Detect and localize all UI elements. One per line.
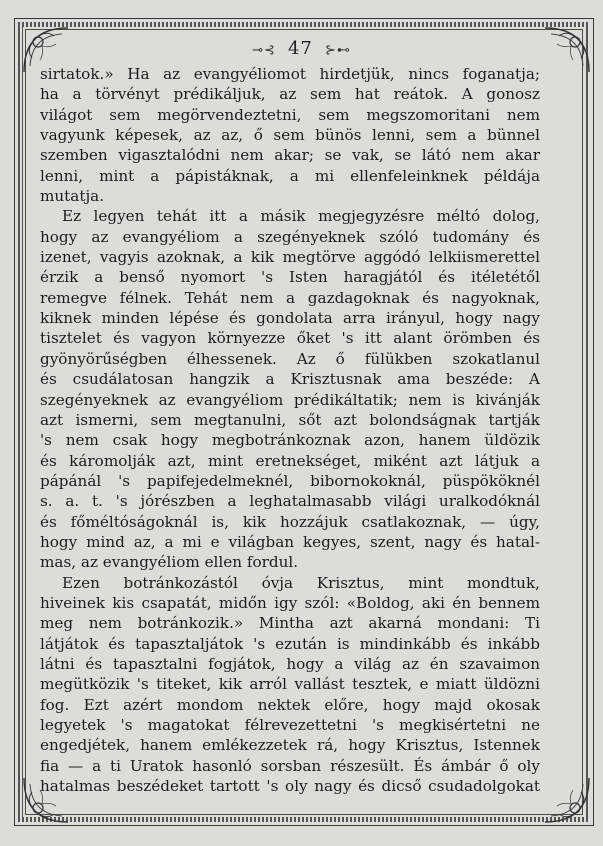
text-line: remegve félnek. Tehát nem a gazdagoknak és nagyoknak, xyxy=(40,288,540,307)
text-line: és főméltóságoknál is, kik hozzájuk csatlakoznak, — úgy, xyxy=(40,512,540,531)
text-line: hiveinek kis csapatát, midőn igy szól: «Boldog, aki én bennem xyxy=(40,593,540,612)
text-line: gyönyörűségben élhessenek. Az ő fülükben szokatlanul xyxy=(40,349,540,368)
header-ornament-right: ⊱⊷ xyxy=(324,43,351,58)
page-header xyxy=(0,38,603,59)
text-line: Ezen botránkozástól óvja Krisztus, mint mondtuk, xyxy=(62,573,540,592)
text-line: 's nem csak hogy megbotránkoznak azon, hanem üldözik xyxy=(40,431,540,450)
text-line: és káromolják azt, mint eretnekséget, miként azt látjuk a xyxy=(40,451,540,470)
text-line: hogy az evangyéliom a szegényeknek szóló tudomány és xyxy=(40,227,540,246)
text-line: szemben vigasztalódni nem akar; se vak, se látó nem akar xyxy=(40,146,540,165)
text-line: azt ismerni, sem megtanulni, sőt azt bolondságnak tartják xyxy=(40,410,540,429)
text-line: szegényeknek az evangyéliom prédikáltatik; nem is kivánják xyxy=(40,390,540,409)
text-line: s. a. t. 's jórészben a leghatalmasabb világi uralkodóknál xyxy=(40,492,540,511)
text-line: és csudálatosan hangzik a Krisztusnak ama beszéde: A xyxy=(40,370,540,389)
text-line: fog. Ezt azért mondom nektek előre, hogy majd okosak xyxy=(40,695,540,714)
text-line: látni és tapasztalni fogjátok, hogy a világ az én szavaimon xyxy=(40,654,540,673)
text-line: megütközik 's titeket, kik arról vallást tesztek, e miatt üldözni xyxy=(40,675,540,694)
text-line: világot sem megörvendeztetni, sem megszomoritani nem xyxy=(40,105,540,124)
corner-ornament-icon xyxy=(541,774,593,826)
text-line: hatalmas beszédeket tartott 's oly nagy és dicső csudadolgokat xyxy=(40,777,540,796)
text-line: Ez legyen tehát itt a másik megjegyzésre méltó dolog, xyxy=(62,207,540,226)
text-line: fia — a ti Uratok hasonló sorsban részesült. És ámbár ő oly xyxy=(40,756,540,775)
text-line: tisztelet és vagyon környezze őket 's itt alant örömben és xyxy=(40,329,540,348)
header-ornament-left: ⊸⊰ xyxy=(252,43,276,58)
text-line: legyetek 's magatokat félrevezettetni 's megkisértetni ne xyxy=(40,716,540,734)
text-line: izenet, vagyis azoknak, a kik megtörve aggódó lelkiismerettel xyxy=(40,248,540,267)
text-line: vagyunk képesek, az az, ő sem bünös lenni, sem a bünnel xyxy=(40,126,540,145)
text-line: mas, az evangyéliom ellen fordul. xyxy=(40,553,299,572)
body-text xyxy=(40,64,540,796)
text-line: ha a törvényt prédikáljuk, az sem hat reátok. A gonosz xyxy=(40,85,540,104)
text-line: érzik a benső nyomort 's Isten haragjától és itéletétől xyxy=(40,268,540,287)
text-line: kiknek minden lépése és gondolata arra irányul, hogy nagy xyxy=(40,309,540,328)
text-line: hogy mind az, a mi e világban kegyes, szent, nagy és hatal- xyxy=(40,532,540,551)
text-line: lenni, mint a pápistáknak, a mi ellenfeleinknek példája xyxy=(40,166,540,185)
text-line: meg nem botránkozik.» Mintha azt akarná mondani: Ti xyxy=(40,614,540,633)
page-number: 47 xyxy=(287,38,313,59)
text-line: pápánál 's papifejedelmeknél, bibornokoknál, püspököknél xyxy=(40,471,540,490)
text-line: látjátok és tapasztaljátok 's ezután is mindinkább és inkább xyxy=(40,634,540,653)
text-line: sirtatok.» Ha az evangyéliomot hirdetjük, nincs foganatja; xyxy=(40,65,540,83)
text-line: mutatja. xyxy=(40,187,105,206)
text-line: engedjétek, hanem emlékezzetek rá, hogy Krisztus, Istennek xyxy=(40,736,540,755)
